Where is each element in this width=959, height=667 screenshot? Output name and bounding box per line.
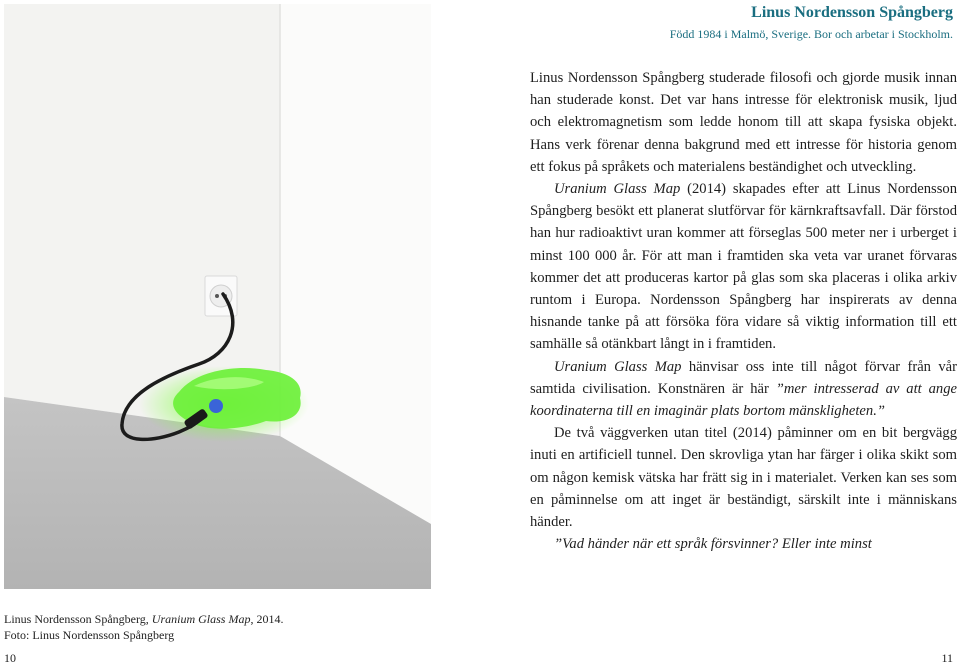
artist-header: [670, 3, 953, 42]
paragraph-1: Linus Nordensson Spångberg studerade filosofi och gjorde musik innan han studerade konst. Det var hans intresse för elektronisk musik, ljud och elektromagnetism som ledde honom till att skapa fysiska objekt. Hans verk förenar denna bakgrund med ett intresse för historia genom ett fokus på språkets och materialens beständighet och utveckling.: [530, 70, 957, 175]
artist-bio-line: Född 1984 i Malmö, Sverige. Bor och arbetar i Stockholm.: [669, 27, 953, 41]
work-title: Uranium Glass Map: [554, 358, 682, 375]
paragraph-3-text: hänvisar oss inte till något förvar från vår samtida civilisation. Konstnären är här: [530, 358, 957, 397]
caption-photo-credit: Foto: Linus Nordensson Spångberg: [4, 628, 175, 642]
caption-work-title: Uranium Glass Map: [151, 612, 251, 626]
paragraph-3: [530, 356, 957, 423]
page-number-right: 11: [941, 651, 953, 665]
artwork-photo: [4, 4, 431, 589]
paragraph-5: [530, 533, 957, 555]
caption-artist: Linus Nordensson Spångberg,: [4, 612, 152, 626]
paragraph-2: [530, 178, 957, 356]
photo-caption: [4, 611, 283, 643]
body-text: [530, 67, 957, 555]
caption-year: , 2014.: [250, 612, 284, 626]
paragraph-2-text: (2014) skapades efter att Linus Nordensson Spångberg besökt ett planerat slutförvar för kärnkraftsavfall. Där förstod han hur radioaktivt uran kommer att förseglas 500 meter ner i urberget i minst 100 000 år. För att man i framtiden ska veta var uranet förvaras kommer det att produceras kartor på glas som ska placeras i olika arkiv runtom i Europa. Nordensson Spångberg har inspirerats av denna hisnande tanke på att försöka föra vidare så viktig information till ett samhälle så otänkbart långt in i framtiden.: [530, 181, 957, 353]
page-number-left: 10: [4, 651, 16, 665]
paragraph-4: De två väggverken utan titel (2014) påminner om en bit bergvägg inuti en artificiell tunnel. Den skrovliga ytan har färger i olika skikt som om någon kemisk vätska har frätt sig in i materialet. Verken kan ses som en påminnelse om att inget är beständigt, särskilt inte i människans händer.: [530, 425, 957, 531]
artist-quote: ”mer intresserad av att ange koordinaterna till en imaginär plats bortom mänskligheten.”: [530, 380, 957, 420]
blue-connector: [209, 399, 223, 413]
closing-quote: ”Vad händer när ett språk försvinner? Eller inte minst: [554, 536, 872, 553]
artist-name: Linus Nordensson Spångberg: [751, 4, 953, 21]
work-title: Uranium Glass Map: [554, 181, 681, 198]
